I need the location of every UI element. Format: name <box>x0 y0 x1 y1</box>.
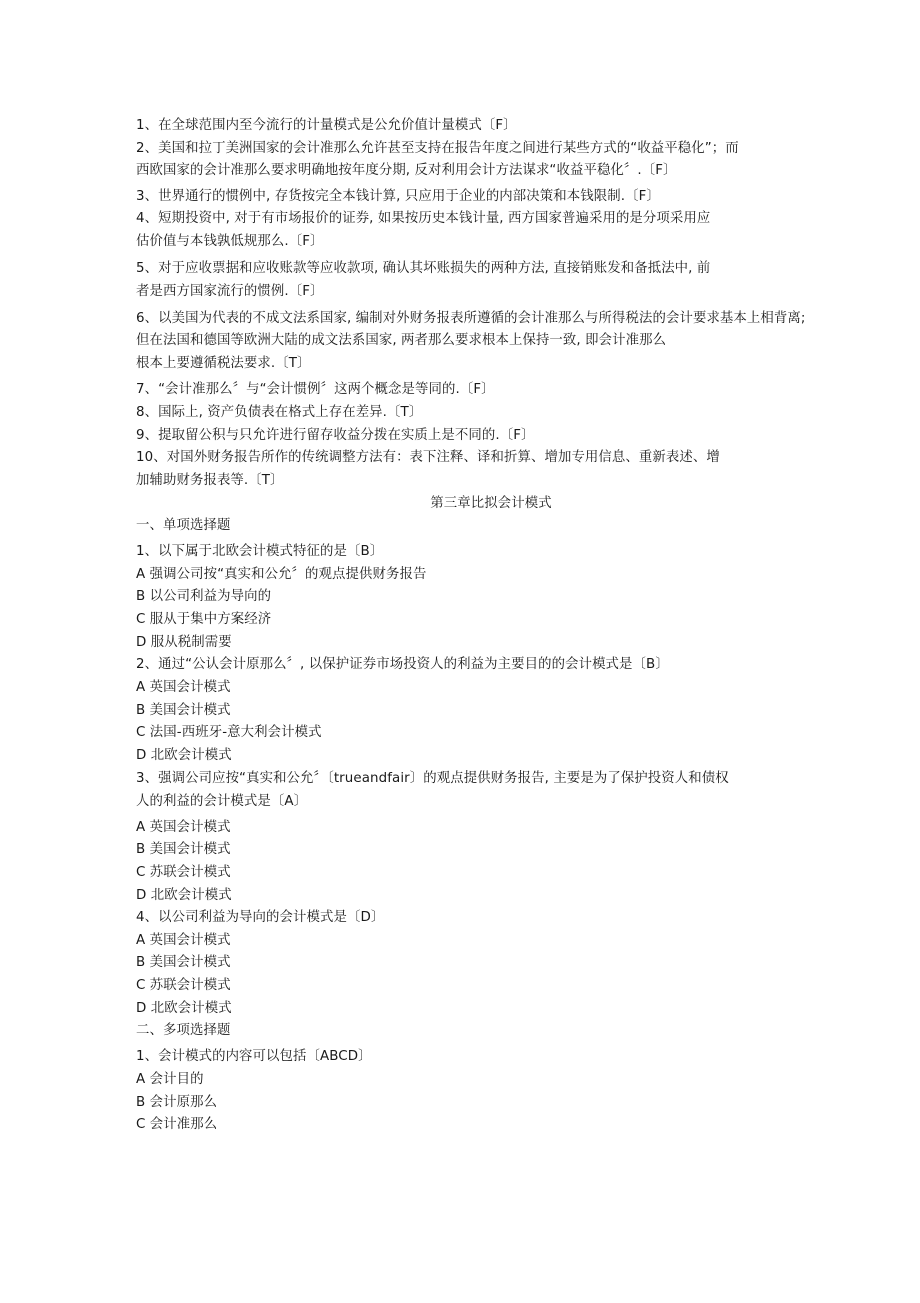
sc-line-14: B 美国会计模式 <box>136 842 231 857</box>
section-heading-multi: 二、多项选择题 <box>136 1023 231 1038</box>
sc-line-7: A 英国会计模式 <box>136 680 231 695</box>
mc-line-4: C 会计准那么 <box>136 1117 218 1132</box>
sc-line-4: C 服从于集中方案经济 <box>136 612 272 627</box>
sc-line-20: C 苏联会计模式 <box>136 978 231 993</box>
sc-line-6: 2、通过“公认会计原那么〞, 以保护证券市场投资人的利益为主要目的的会计模式是〔B〕 <box>136 657 669 672</box>
tf-line-11: 根本上要遵循税法要求.〔T〕 <box>136 356 311 371</box>
sc-line-16: D 北欧会计模式 <box>136 888 232 903</box>
sc-line-15: C 苏联会计模式 <box>136 865 231 880</box>
mc-line-1: 1、会计模式的内容可以包括〔ABCD〕 <box>136 1049 372 1064</box>
tf-line-14: 9、提取留公积与只允许进行留存收益分拨在实质上是不同的.〔F〕 <box>136 428 535 443</box>
tf-line-5: 4、短期投资中, 对于有市场报价的证券, 如果按历史本钱计量, 西方国家普遍采用的是分项采用应 <box>136 211 711 226</box>
sc-line-8: B 美国会计模式 <box>136 703 231 718</box>
sc-line-1: 1、以下属于北欧会计模式特征的是〔B〕 <box>136 544 384 559</box>
sc-line-5: D 服从税制需要 <box>136 635 232 650</box>
tf-line-10: 但在法国和德国等欧洲大陆的成文法系国家, 两者那么要求根本上保持一致, 即会计准那么 <box>136 333 667 348</box>
sc-line-21: D 北欧会计模式 <box>136 1001 232 1016</box>
sc-line-13: A 英国会计模式 <box>136 820 231 835</box>
sc-line-11: 3、强调公司应按“真实和公允〞〔trueandfair〕的观点提供财务报告, 主要是为了保护投资人和债权 <box>136 771 729 786</box>
tf-line-15: 10、对国外财务报告所作的传统调整方法有：表下注释、译和折算、增加专用信息、重新表述、增 <box>136 450 720 465</box>
mc-line-2: A 会计目的 <box>136 1072 204 1087</box>
tf-line-8: 者是西方国家流行的惯例.〔F〕 <box>136 284 324 299</box>
tf-line-2: 2、美国和拉丁美洲国家的会计准那么允许甚至支持在报告年度之间进行某些方式的“收益平稳化”；而 <box>136 141 739 156</box>
tf-line-4: 3、世界通行的惯例中, 存货按完全本钱计算, 只应用于企业的内部决策和本钱限制.〔F〕 <box>136 189 660 204</box>
tf-line-16: 加辅助财务报表等.〔T〕 <box>136 473 284 488</box>
mc-line-3: B 会计原那么 <box>136 1095 218 1110</box>
chapter-title: 第三章比拟会计模式 <box>430 496 552 511</box>
tf-line-9: 6、以美国为代表的不成文法系国家, 编制对外财务报表所遵循的会计准那么与所得税法的会计要求基本上相背离; <box>136 311 806 326</box>
sc-line-9: C 法国-西班牙-意大利会计模式 <box>136 725 322 740</box>
tf-line-3: 西欧国家的会计准那么要求明确地按年度分期, 反对利用会计方法谋求“收益平稳化〞.〔F〕 <box>136 163 677 178</box>
sc-line-18: A 英国会计模式 <box>136 933 231 948</box>
tf-line-6: 估价值与本钱孰低规那么.〔F〕 <box>136 234 324 249</box>
sc-line-10: D 北欧会计模式 <box>136 748 232 763</box>
section-heading-single: 一、单项选择题 <box>136 518 231 533</box>
sc-line-2: A 强调公司按“真实和公允〞的观点提供财务报告 <box>136 567 427 582</box>
sc-line-12: 人的利益的会计模式是〔A〕 <box>136 794 308 809</box>
tf-line-12: 7、“会计准那么〞与“会计惯例〞这两个概念是等同的.〔F〕 <box>136 382 495 397</box>
tf-line-1: 1、在全球范围内至今流行的计量模式是公允价值计量模式〔F〕 <box>136 118 517 133</box>
sc-line-19: B 美国会计模式 <box>136 955 231 970</box>
sc-line-17: 4、以公司利益为导向的会计模式是〔D〕 <box>136 910 385 925</box>
tf-line-13: 8、国际上, 资产负债表在格式上存在差异.〔T〕 <box>136 405 423 420</box>
sc-line-3: B 以公司利益为导向的 <box>136 589 272 604</box>
tf-line-7: 5、对于应收票据和应收账款等应收款项, 确认其坏账损失的两种方法, 直接销账发和备抵法中, 前 <box>136 261 711 276</box>
